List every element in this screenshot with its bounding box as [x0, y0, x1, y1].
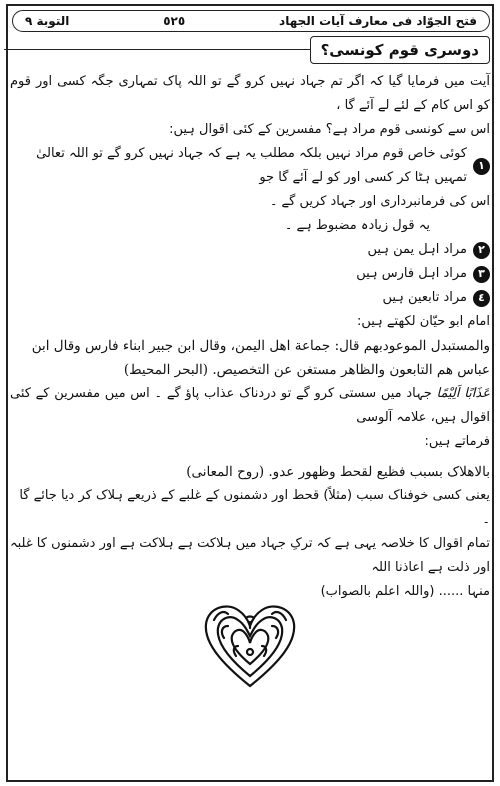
summary-paragraph-2: منہا ...... (واللہ اعلم بالصواب) [320, 584, 490, 599]
meaning-paragraph: یعنی کسی خوفناک سبب (مثلاً) قحط اور دشمنوں کے غلبے کے ذریعے ہلاک کر دیا جائے گا ۔ [19, 488, 490, 527]
summary-paragraph-1: تمام اقوال کا خلاصہ یہی ہے کہ ترکِ جہاد میں ہلاکت ہے ہلاکت ہے اور دشمنوں کا غلبہ اور ذلت ہے اعاذنا اللہ [10, 536, 491, 575]
list-item-1-text: کوئی خاص قوم مراد نہیں بلکہ مطلب یہ ہے کہ جہاد نہیں کرو گے تو اللہ تعالیٰ تمہیں ہٹا کر کسی اور کو لے آئے گا جو [36, 146, 467, 185]
header-page-number: ٥٢٥ [163, 14, 186, 28]
quran-phrase: عَذَابًا اَلِيْمًا [436, 386, 490, 401]
intro-paragraph-2: اس سے کونسی قوم مراد ہے؟ مفسرین کے کئی اقوال ہیں: [169, 122, 490, 137]
number-badge-1: ١ [473, 158, 490, 175]
number-badge-4: ٤ [473, 290, 490, 307]
azab-continuation: فرماتے ہیں: [424, 434, 490, 449]
running-header [12, 10, 490, 32]
arabic-quote-1: والمستبدل الموعودبهم قال: جماعة اهل اليمن، وقال ابن جبير ابناء فارس وقال ابن [31, 338, 490, 354]
azab-text: جہاد میں سستی کرو گے تو دردناک عذاب پاؤ گے ۔ اس میں مفسرین کے کئی اقوال ہیں، علامہ آلوسی [10, 386, 490, 425]
section-title: دوسری قوم کونسی؟ [310, 36, 490, 64]
list-item-2-text: مراد اہل یمن ہیں [367, 242, 467, 257]
list-item-3 [10, 262, 490, 286]
heart-arabesque-ornament-icon [200, 598, 300, 690]
azab-paragraph [10, 382, 490, 430]
list-item-4-text: مراد تابعین ہیں [382, 290, 467, 305]
list-item-2 [10, 238, 490, 262]
abu-hayyan-intro: امام ابو حیّان لکھتے ہیں: [356, 314, 490, 329]
arabic-quote-2: عباس هم التابعون والظاهر مستغن عن التخصيص. (البحر المحيط) [123, 362, 490, 378]
list-item-1-continuation: اس کی فرمانبرداری اور جہاد کریں گے ۔ [269, 194, 490, 209]
number-badge-2: ٢ [473, 242, 490, 259]
header-surah: التوبة ٩ [25, 14, 70, 28]
page-body [10, 70, 490, 604]
strong-opinion-note: یہ قول زیادہ مضبوط ہے ۔ [284, 218, 430, 233]
number-badge-3: ٣ [473, 266, 490, 283]
list-item-1 [10, 142, 490, 190]
list-item-4 [10, 286, 490, 310]
intro-paragraph-1: آیت میں فرمایا گیا کہ اگر تم جہاد نہیں کرو گے تو اللہ پاک تمہاری جگہ کسی اور قوم کو اس کام کے لئے لے آئے گا ، [10, 74, 490, 113]
header-book-title: فتح الجوّاد فی معارف آیات الجهاد [279, 14, 477, 28]
arabic-quote-3: بالاهلاک بسبب فظيع لقحط وظهور عدو. (روح المعانی) [186, 464, 490, 480]
list-item-3-text: مراد اہل فارس ہیں [356, 266, 467, 281]
